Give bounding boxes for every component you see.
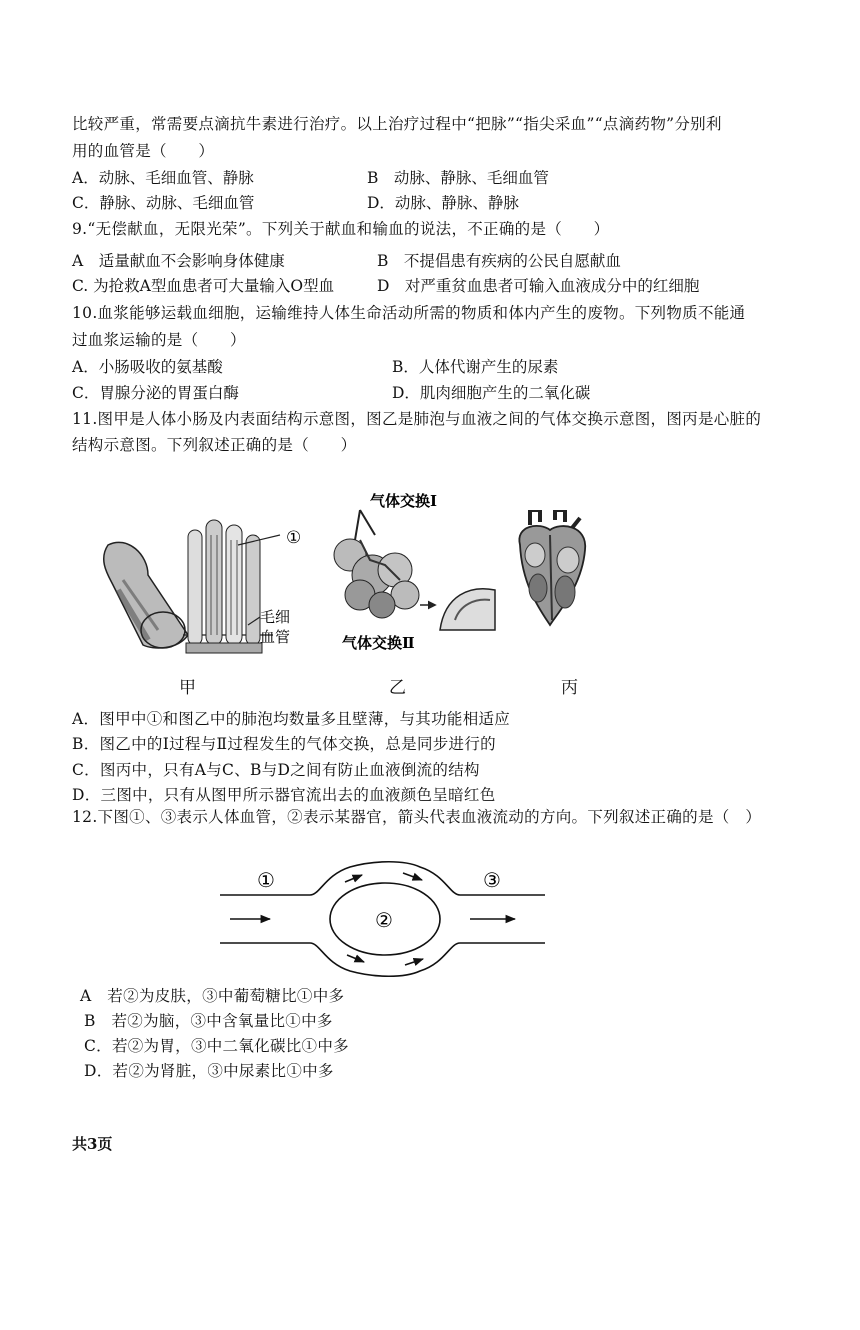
heart bbox=[519, 510, 585, 625]
q11-stem-line2: 结构示意图。下列叙述正确的是（ ） bbox=[72, 436, 357, 454]
q11-option-c: C．图丙中，只有A与C、B与D之间有防止血液倒流的结构 bbox=[72, 761, 480, 779]
page-count: 共3页 bbox=[72, 1135, 113, 1153]
q12-option-c: C．若②为胃，③中二氧化碳比①中多 bbox=[84, 1037, 349, 1055]
caption-yi: 乙 bbox=[389, 678, 406, 698]
label-organ-2: ② bbox=[375, 908, 393, 932]
label-circle-1: ① bbox=[286, 528, 302, 548]
label-vessel-1: ① bbox=[257, 868, 275, 892]
figure-yi-alveoli bbox=[330, 480, 510, 655]
q12-option-b: B 若②为脑，③中含氧量比①中多 bbox=[84, 1012, 333, 1030]
q10-stem-line2: 过血浆运输的是（ ） bbox=[72, 331, 246, 349]
label-gas-exchange-2: 气体交换Ⅱ bbox=[342, 634, 415, 652]
q10-option-c: C．胃腺分泌的胃蛋白酶 bbox=[72, 384, 239, 402]
q11-option-b: B．图乙中的Ⅰ过程与Ⅱ过程发生的气体交换，总是同步进行的 bbox=[72, 735, 496, 753]
figure-blood-flow-diagram bbox=[215, 855, 545, 980]
q8-stem-line2: 用的血管是（ ） bbox=[72, 142, 215, 160]
q8-stem-line1: 比较严重，常需要点滴抗牛素进行治疗。以上治疗过程中“把脉”“指尖采血”“点滴药物”分别利 bbox=[72, 115, 722, 133]
q11-stem-line1: 11.图甲是人体小肠及内表面结构示意图，图乙是肺泡与血液之间的气体交换示意图，图丙是心脏的 bbox=[72, 410, 762, 428]
q12-stem: 12.下图①、③表示人体血管，②表示某器官，箭头代表血液流动的方向。下列叙述正确的是（ ） bbox=[72, 808, 762, 826]
label-capillary-2: 血管 bbox=[260, 628, 291, 646]
figure-bing-heart bbox=[510, 510, 595, 630]
caption-jia: 甲 bbox=[179, 678, 196, 698]
label-vessel-3: ③ bbox=[483, 868, 501, 892]
q11-option-d: D．三图中，只有从图甲所示器官流出去的血液颜色呈暗红色 bbox=[72, 786, 496, 804]
q11-option-a: A．图甲中①和图乙中的肺泡均数量多且壁薄，与其功能相适应 bbox=[72, 710, 511, 728]
q9-stem: 9.“无偿献血，无限光荣”。下列关于献血和输血的说法，不正确的是（ ） bbox=[72, 220, 610, 238]
intestine-tube bbox=[104, 542, 188, 648]
q8-option-c: C．静脉、动脉、毛细血管 bbox=[72, 194, 255, 212]
q10-option-a: A．小肠吸收的氨基酸 bbox=[72, 358, 223, 376]
q8-option-d: D．动脉、静脉、静脉 bbox=[367, 194, 519, 212]
q9-option-b: B 不提倡患有疾病的公民自愿献血 bbox=[377, 252, 621, 270]
alveoli-cluster bbox=[334, 539, 419, 618]
q9-option-d: D 对严重贫血患者可输入血液成分中的红细胞 bbox=[377, 277, 700, 295]
q9-option-c: C. 为抢救A型血患者可大量输入O型血 bbox=[72, 277, 335, 295]
figure-jia-small-intestine bbox=[88, 505, 328, 665]
villi bbox=[186, 520, 262, 653]
q9-option-a: A 适量献血不会影响身体健康 bbox=[72, 252, 285, 270]
q10-option-b: B．人体代谢产生的尿素 bbox=[392, 358, 559, 376]
q8-option-a: A．动脉、毛细血管、静脉 bbox=[72, 169, 254, 187]
q12-option-a: A 若②为皮肤，③中葡萄糖比①中多 bbox=[80, 987, 345, 1005]
q12-option-d: D．若②为肾脏，③中尿素比①中多 bbox=[84, 1062, 334, 1080]
q8-option-b: B 动脉、静脉、毛细血管 bbox=[367, 169, 549, 187]
capillary-section bbox=[440, 589, 495, 630]
q10-stem-line1: 10.血浆能够运载血细胞，运输维持人体生命活动所需的物质和体内产生的废物。下列物质不能通 bbox=[72, 304, 746, 322]
q10-option-d: D．肌肉细胞产生的二氧化碳 bbox=[392, 384, 591, 402]
label-gas-exchange-1: 气体交换Ⅰ bbox=[370, 492, 438, 510]
label-capillary-1: 毛细 bbox=[260, 608, 291, 626]
caption-bing: 丙 bbox=[561, 678, 578, 698]
